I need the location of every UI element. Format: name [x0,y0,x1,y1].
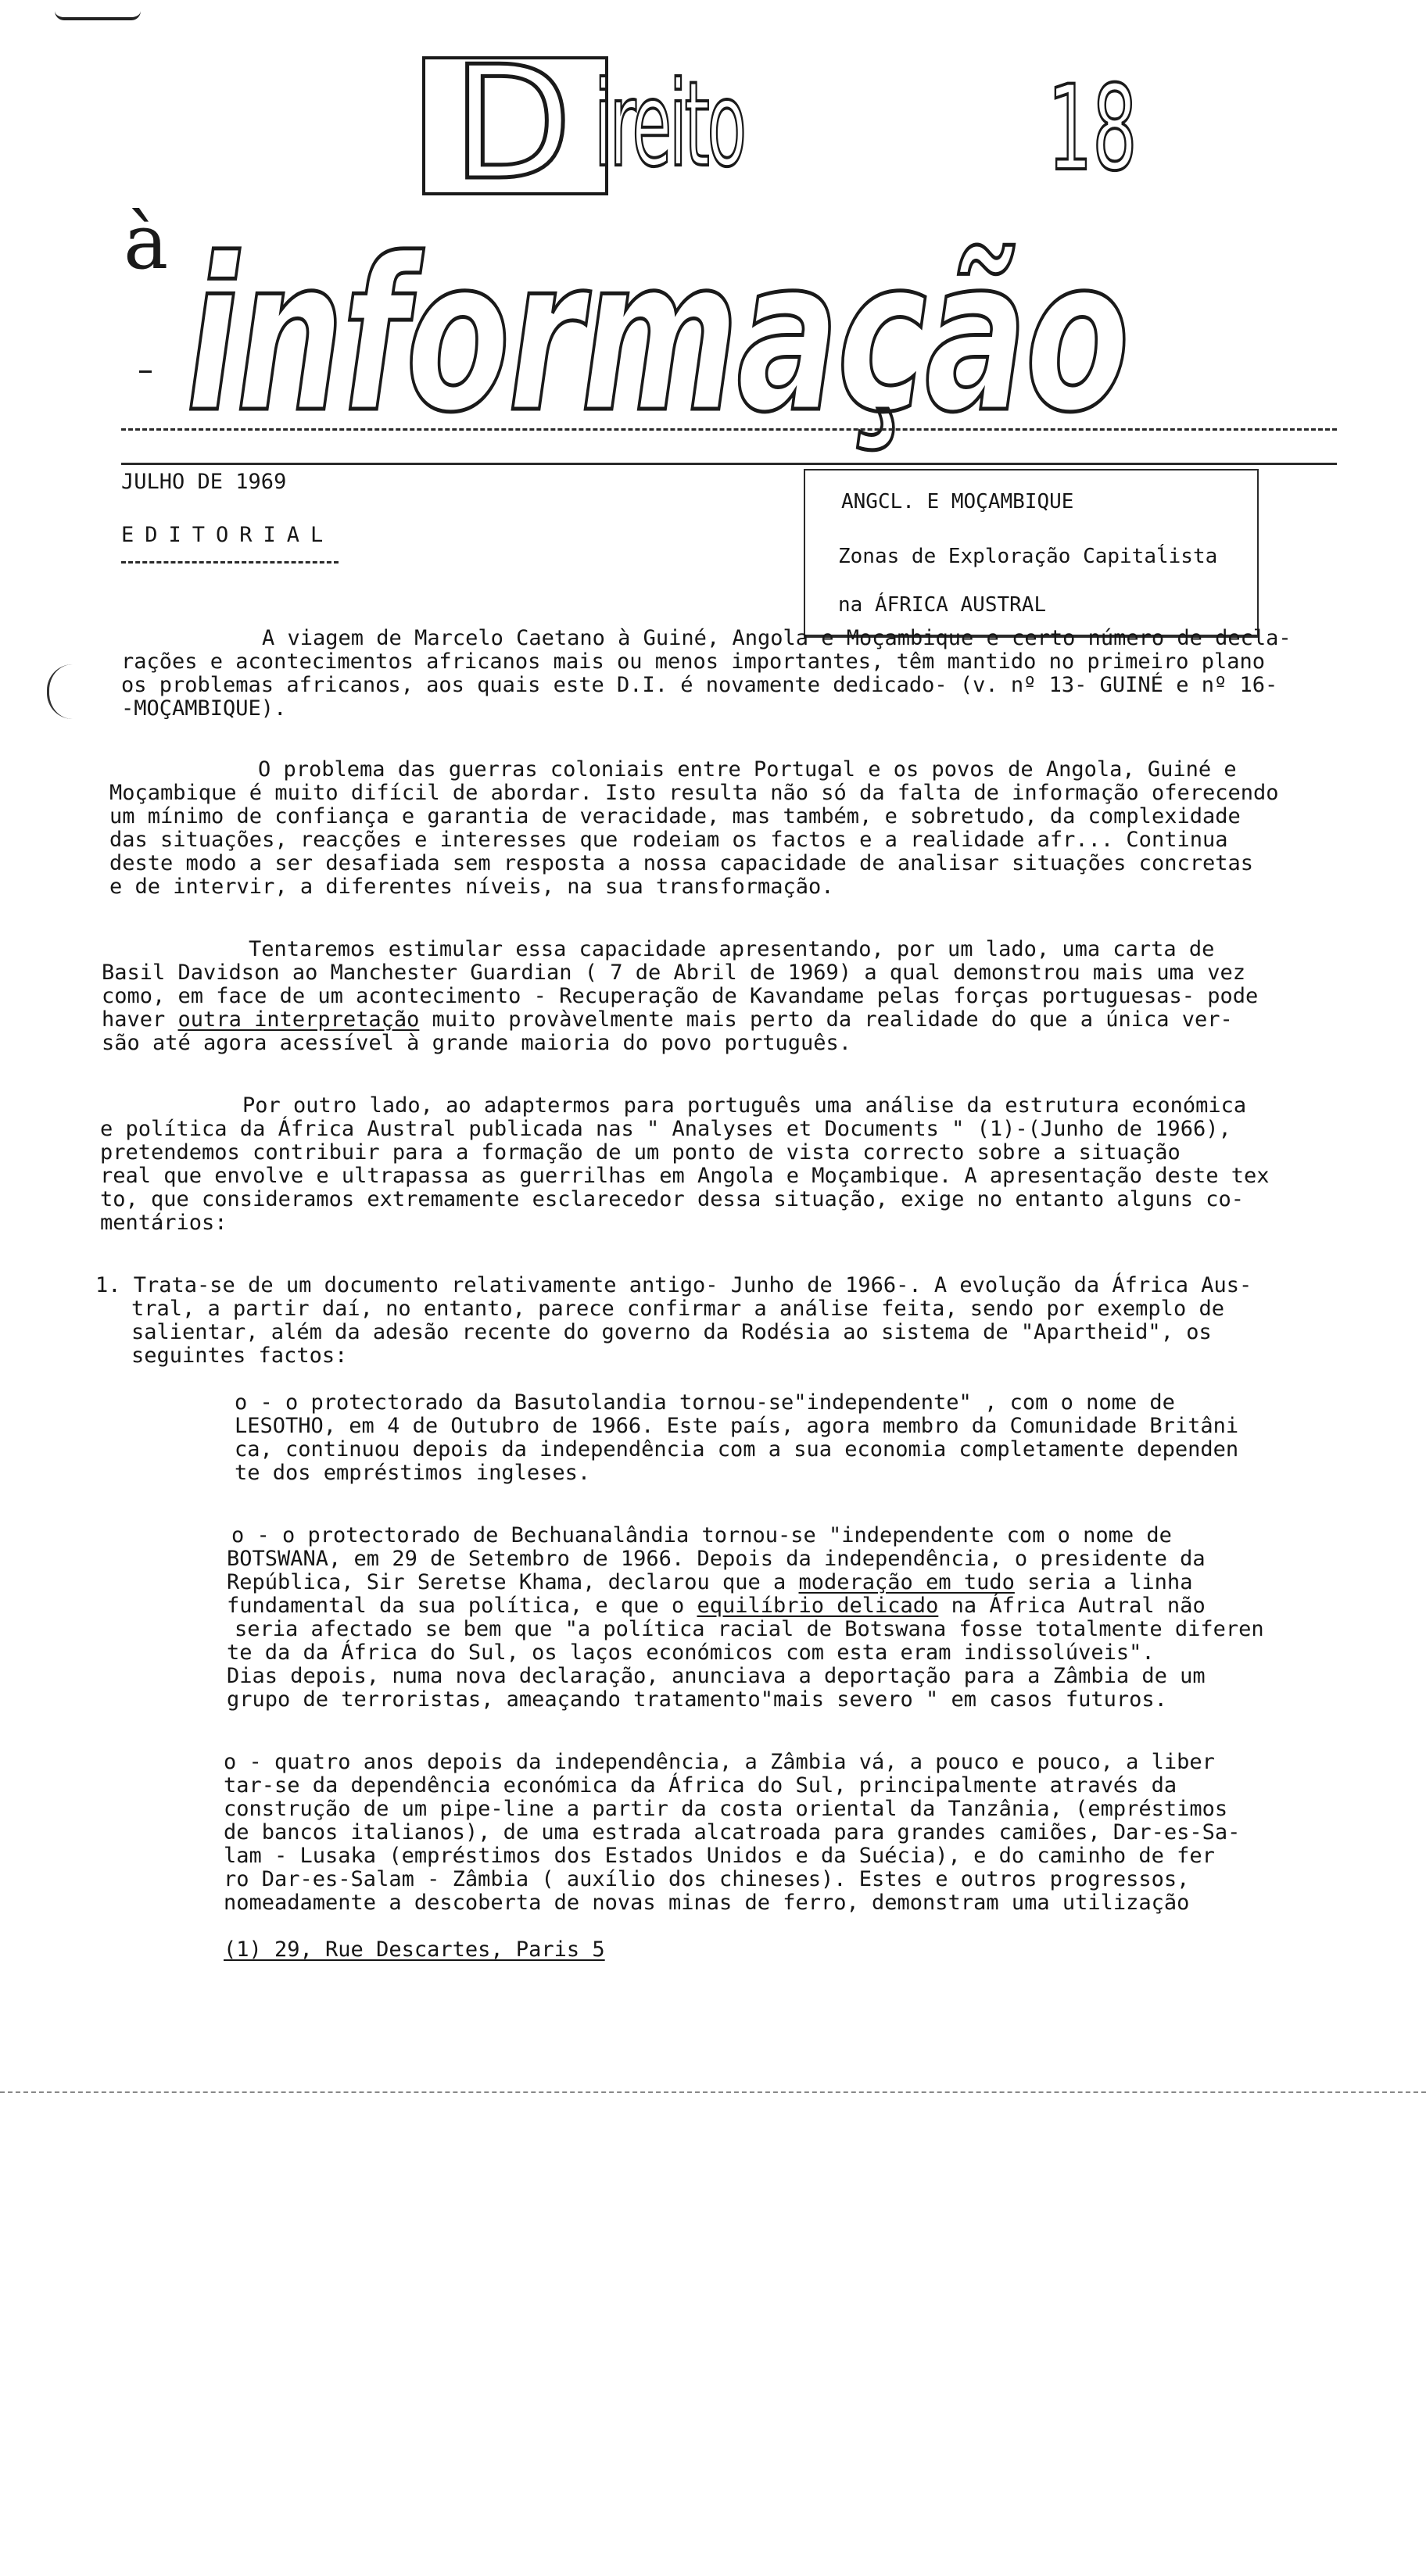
masthead-dash [139,370,152,373]
sub-item-line: LESOTHO, em 4 de Outubro de 1966. Este país, agora membro da Comunidade Britâni [235,1414,1239,1438]
underlined-phrase: outra interpretação [177,1007,420,1032]
corner-scribble [55,11,141,20]
topic-line: ANGCL. E MOÇAMBIQUE [841,490,1074,513]
masthead-solid-rule [121,463,1337,465]
text-run: República, Sir Seretse Khama, declarou que a [227,1570,786,1594]
paragraph-line: Basil Davidson ao Manchester Guardian ( 7 de Abril de 1969) a qual demonstrou mais uma vez [102,961,1245,985]
paragraph-line: um mínimo de confiança e garantia de veracidade, mas também, e sobretudo, da complexidade [109,804,1241,828]
list-item-line: salientar, além da adesão recente do governo da Rodésia ao sistema de "Apartheid", os [131,1320,1212,1344]
paragraph-line: das situações, reacções e interesses que rodeiam os factos e a realidade afr... Continua [109,828,1228,852]
sub-item-line: grupo de terroristas, ameaçando tratamento"mais severo " em casos futuros. [227,1687,1167,1712]
paragraph-line: como, em face de um acontecimento - Recuperação de Kavandame pelas forças portuguesas- pode [102,984,1259,1008]
paragraph-line: to, que consideramos extremamente esclarecedor dessa situação, exige no entanto alguns co- [100,1187,1244,1211]
sub-item-line: te dos empréstimos ingleses. [235,1461,591,1485]
sub-item-line: ro Dar-es-Salam - Zâmbia ( auxílio dos chineses). Estes e outros progressos, [224,1867,1190,1891]
sub-item-line: BOTSWANA, em 29 de Setembro de 1966. Depois da independência, o presidente da [227,1547,1206,1571]
sub-item-line: lam - Lusaka (empréstimos dos Estados Unidos e da Suécia), e do caminho de fer [224,1844,1215,1868]
paragraph-line: Moçambique é muito difícil de abordar. Isto resulta não só da falta de informação oferecendo [109,781,1279,805]
text-run: haver [102,1007,166,1032]
sub-item-line [227,1593,1206,1619]
list-item-line: tral, a partir daí, no entanto, parece confirmar a análise feita, sendo por exemplo de [131,1297,1224,1321]
paragraph-line: rações e acontecimentos africanos mais ou menos importantes, têm mantido no primeiro plano [121,649,1265,674]
paragraph-line: Tentaremos estimular essa capacidade apresentando, por um lado, uma carta de [249,937,1215,961]
paragraph-line: são até agora acessível à grande maioria do povo português. [102,1031,852,1055]
sub-item-line: seria afectado se bem que "a política racial de Botswana fosse totalmente diferen [235,1617,1264,1641]
section-underline [121,561,339,564]
paragraph-line [102,1007,1233,1033]
text-run: na África Autral não [951,1594,1206,1618]
paragraph-line: e política da África Austral publicada nas " Analyses et Documents " (1)-(Junho de 1966), [100,1117,1231,1141]
masthead-prefix: à [124,199,169,286]
paragraph-line: deste modo a ser desafiada sem resposta a nossa capacidade de analisar situações concretas [109,851,1253,875]
text-run: seria a linha [1027,1570,1193,1594]
page-bottom-rule [0,2091,1426,2093]
masthead-title-direito: ireito [594,57,744,193]
paragraph-line: mentários: [100,1211,228,1235]
sub-item-line: Dias depois, numa nova declaração, anunciava a deportação para a Zâmbia de um [227,1664,1206,1688]
paragraph-line: O problema das guerras coloniais entre Portugal e os povos de Angola, Guiné e [258,757,1237,782]
sub-item-line: o - quatro anos depois da independência, a Zâmbia vá, a pouco e pouco, a liber [224,1750,1215,1774]
sub-item-line: tar-se da dependência económica da África do Sul, principalmente através da [224,1773,1177,1798]
issue-number: 18 [1048,61,1138,197]
paragraph-line: Por outro lado, ao adaptermos para português uma análise da estrutura económica [242,1093,1247,1118]
masthead-dashed-rule [121,428,1337,431]
paragraph-line: real que envolve e ultrapassa as guerrilhas em Angola e Moçambique. A apresentação deste tex [100,1164,1270,1188]
footnote: (1) 29, Rue Descartes, Paris 5 [224,1937,605,1962]
section-title: EDITORIAL [121,523,335,547]
sub-item-line: ca, continuou depois da independência com a sua economia completamente dependen [235,1437,1239,1462]
paragraph-line: os problemas africanos, aos quais este D.I. é novamente dedicado- (v. nº 13- GUINÉ e nº 16- [121,673,1278,697]
topic-box [804,469,1259,638]
paragraph-line: e de intervir, a diferentes níveis, na sua transformação. [109,875,834,899]
list-item-line: seguintes factos: [131,1343,348,1368]
sub-item-line [227,1569,1192,1596]
sub-item-line: o - o protectorado de Bechuanalândia tornou-se "independente com o nome de [231,1523,1172,1547]
sub-item-line: nomeadamente a descoberta de novas minas de ferro, demonstram uma utilização [224,1891,1190,1915]
paragraph-line: pretendemos contribuir para a formação de um ponto de vista correcto sobre a situação [100,1140,1181,1165]
text-run: fundamental da sua política, e que o [227,1594,685,1618]
sub-item-line: de bancos italianos), de uma estrada alcatroada para grandes camiões, Dar-es-Sa- [224,1820,1241,1844]
paragraph-line: -MOÇAMBIQUE). [121,696,287,721]
topic-line: Zonas de Exploração Capitaĺista [838,545,1218,568]
list-item-line: 1. Trata-se de um documento relativamente antigo- Junho de 1966-. A evolução da África Aus- [95,1273,1252,1297]
sub-item-line: o - o protectorado da Basutolandia tornou-se"independente" , com o nome de [235,1390,1175,1415]
sub-item-line: te da da África do Sul, os laços económicos com esta eram indissolúveis". [227,1640,1155,1665]
topic-line: na ÁFRICA AUSTRAL [838,593,1047,617]
issue-date: JULHO DE 1969 [121,470,287,494]
masthead-initial: D [451,33,572,215]
text-run: muito provàvelmente mais perto da realidade do que a única ver- [432,1007,1233,1032]
underlined-phrase: moderação em tudo [798,1570,1015,1594]
margin-bracket-mark [47,664,73,719]
underlined-phrase: equilíbrio delicado [697,1594,939,1618]
sub-item-line: construção de um pipe-line a partir da costa oriental da Tanzânia, (empréstimos [224,1797,1228,1821]
masthead-title-informacao: informação [186,213,1127,459]
paragraph-line: A viagem de Marcelo Caetano à Guiné, Angola e Moçambique e certo número de decla- [262,626,1292,650]
